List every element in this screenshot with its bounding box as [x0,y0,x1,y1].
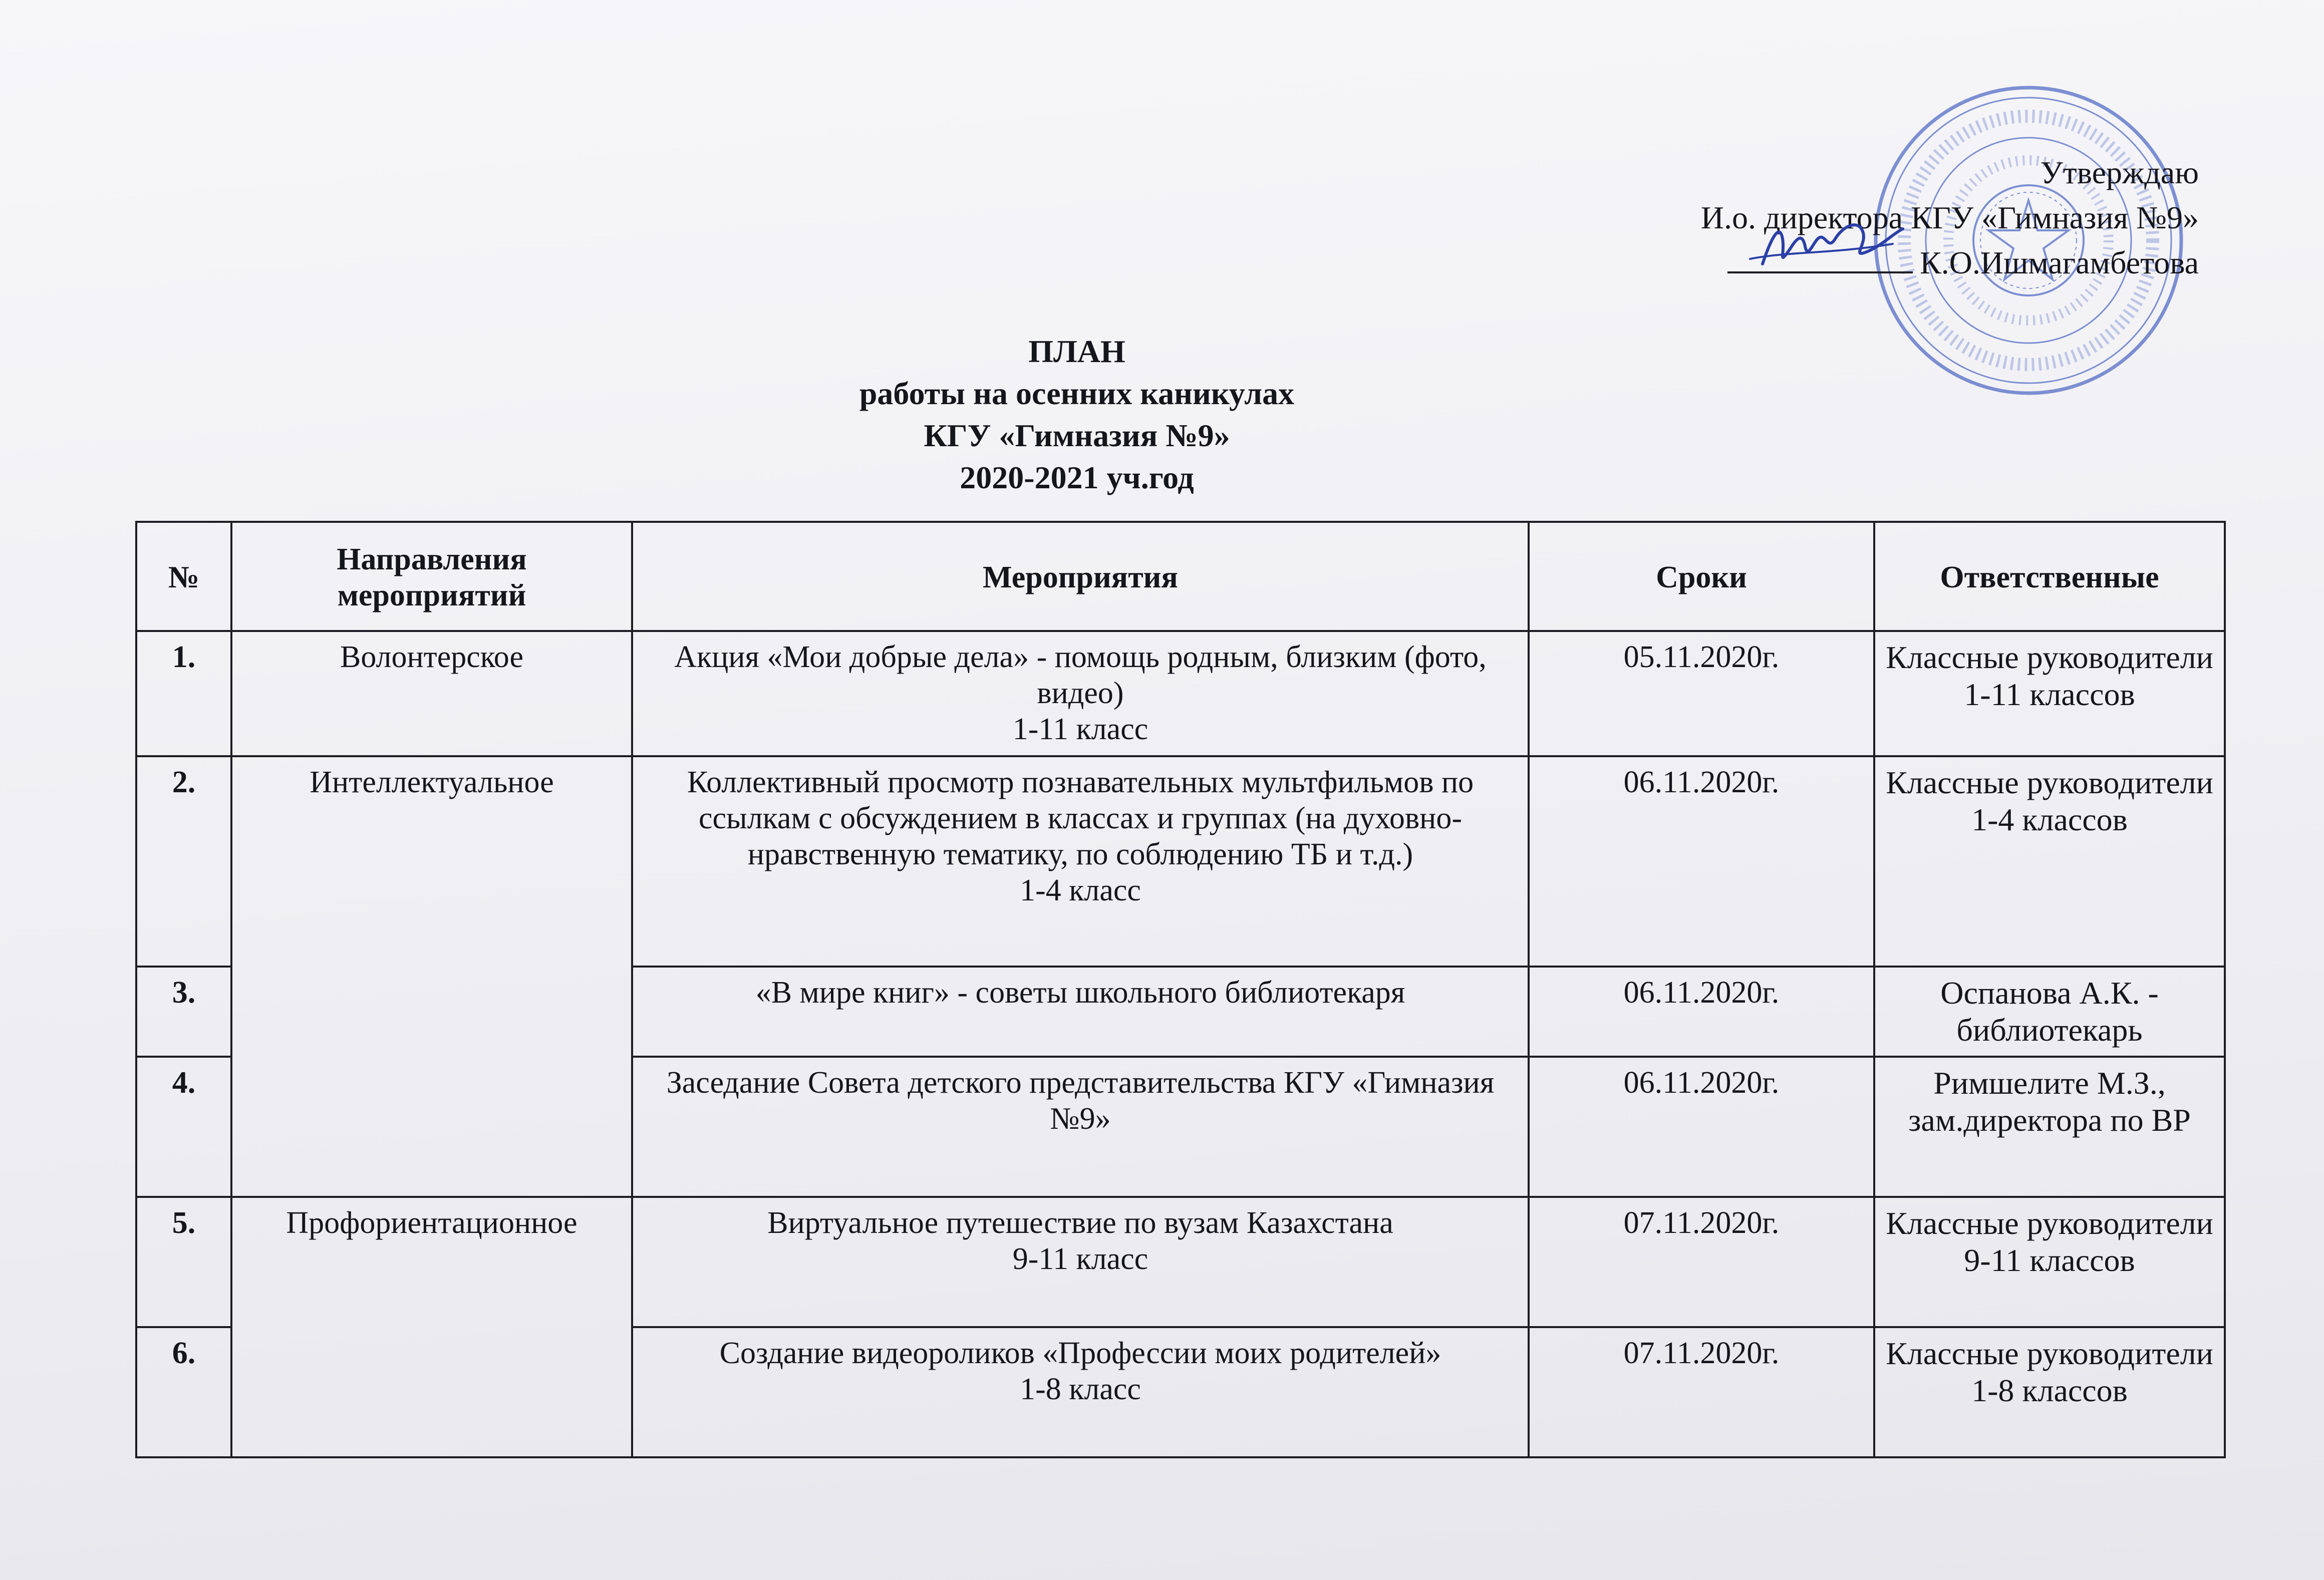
row-num: 4. [136,1057,231,1197]
event-text: Виртуальное путешествие по вузам Казахстана [767,1206,1393,1240]
header-direction: Направления мероприятий [231,522,632,631]
header-num: № [136,522,231,631]
row-direction: Профориентационное [231,1197,632,1457]
event-text: Акция «Мои добрые дела» - помощь родным, близким (фото, видео) [674,640,1487,710]
handwritten-signature-icon [1742,204,1908,279]
header-event: Мероприятия [632,522,1529,631]
row-num: 1. [136,631,231,756]
row-responsible: Оспанова А.К. - библиотекарь [1874,967,2225,1057]
row-event [632,756,1529,967]
title-subject: работы на осенних каникулах [859,376,1295,411]
event-grades: 1-4 класс [1020,873,1141,907]
row-responsible: Классные руководители 9-11 классов [1874,1197,2225,1327]
row-date: 05.11.2020г. [1529,631,1874,756]
row-num: 3. [136,967,231,1057]
event-grades: 1-11 класс [1012,712,1148,746]
event-text: Заседание Совета детского представительства КГУ «Гимназия №9» [666,1066,1495,1136]
row-responsible: Классные руководители 1-11 классов [1874,631,2225,756]
row-responsible: Римшелите М.З., зам.директора по ВР [1874,1057,2225,1197]
row-responsible: Классные руководители 1-8 классов [1874,1327,2225,1457]
row-num: 2. [136,756,231,967]
row-date: 07.11.2020г. [1529,1327,1874,1457]
event-grades: 1-8 класс [1020,1372,1141,1406]
row-responsible: Классные руководители 1-4 классов [1874,756,2225,967]
row-event [632,1327,1529,1457]
row-direction: Интеллектуальное [231,756,632,1197]
row-event [632,967,1529,1057]
row-event [632,1057,1529,1197]
row-num: 5. [136,1197,231,1327]
row-date: 07.11.2020г. [1529,1197,1874,1327]
event-text: Коллективный просмотр познавательных мультфильмов по ссылкам с обсуждением в классах и группах (на духовно-нравственную тематику, по соблюдению ТБ и т.д.) [687,765,1474,871]
event-text: «В мире книг» - советы школьного библиотекаря [755,976,1405,1010]
row-event [632,1197,1529,1327]
approval-signer: К.О.Ишмагамбетова [1919,245,2199,280]
approval-block [1447,150,2199,285]
plan-table [135,521,2226,1458]
title-plan: ПЛАН [1028,334,1125,369]
row-date: 06.11.2020г. [1529,756,1874,967]
approval-position: И.о. директора КГУ «Гимназия №9» [1700,200,2199,235]
title-school: КГУ «Гимназия №9» [924,418,1230,453]
header-date: Сроки [1529,522,1874,631]
approval-signature-line [1447,240,2199,285]
header-responsible: Ответственные [1874,522,2225,631]
event-grades: 9-11 класс [1012,1242,1148,1276]
table-row [136,631,2225,756]
table-row [136,1197,2225,1327]
row-num: 6. [136,1327,231,1457]
title-year: 2020-2021 уч.год [960,460,1194,495]
approval-heading: Утверждаю [2040,155,2199,190]
document-title [601,331,1553,499]
table-header-row [136,522,2225,631]
table-row [136,756,2225,967]
row-date: 06.11.2020г. [1529,967,1874,1057]
signature-line [1727,244,1913,273]
row-direction: Волонтерское [231,631,632,756]
row-event [632,631,1529,756]
row-date: 06.11.2020г. [1529,1057,1874,1197]
event-text: Создание видеороликов «Профессии моих родителей» [719,1336,1441,1370]
